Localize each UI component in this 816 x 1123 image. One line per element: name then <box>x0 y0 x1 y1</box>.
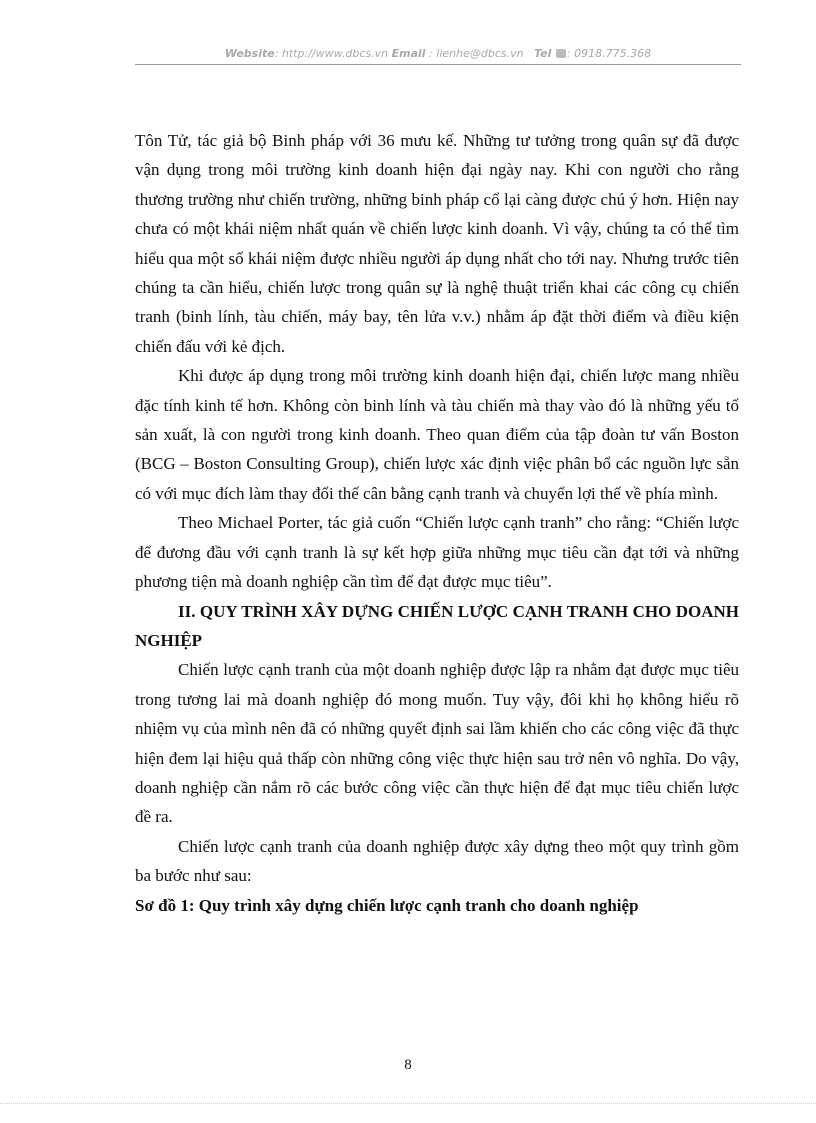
footer-divider <box>0 1103 816 1104</box>
paragraph-1: Tôn Tử, tác giả bộ Binh pháp với 36 mưu kế. Những tư tưởng trong quân sự đã được vận dụng trong môi trường kinh doanh hiện đại ngày nay. Khi con người cho rằng thương trường như chiến trường, những binh pháp cổ lại càng được chú ý hơn. Hiện nay chưa có một khái niệm nhất quán về chiến lược kinh doanh. Vì vậy, chúng ta có thể tìm hiểu qua một số khái niệm được nhiều người áp dụng nhất cho tới nay. Nhưng trước tiên chúng ta cần hiểu, chiến lược trong quân sự là nghệ thuật triển khai các công cụ chiến tranh (binh lính, tàu chiến, máy bay, tên lửa v.v.) nhằm áp đặt thời điểm và điều kiện chiến đấu với kẻ địch. <box>135 131 739 356</box>
header-divider <box>135 64 741 65</box>
paragraph-2: Khi được áp dụng trong môi trường kinh doanh hiện đại, chiến lược mang nhiều đặc tính kinh tế hơn. Không còn binh lính và tàu chiến mà thay vào đó là những yếu tố sản xuất, là con người trong kinh doanh. Theo quan điểm của tập đoàn tư vấn Boston (BCG – Boston Consulting Group), chiến lược xác định việc phân bổ các nguồn lực sẵn có với mục đích làm thay đổi thế cân bằng cạnh tranh và chuyển lợi thế về phía mình. <box>135 366 739 503</box>
page-number: 8 <box>404 1057 412 1073</box>
email-value: : lienhe@dbcs.vn <box>425 47 524 60</box>
page-body <box>135 126 739 920</box>
phone-icon <box>556 49 566 58</box>
website-value: : http://www.dbcs.vn <box>274 47 389 60</box>
section-heading: II. QUY TRÌNH XÂY DỰNG CHIẾN LƯỢC CẠNH TRANH CHO DOANH NGHIỆP <box>135 601 739 650</box>
website-label: Website <box>224 47 275 60</box>
page-header <box>135 46 741 62</box>
email-label: Email <box>391 47 426 60</box>
paragraph-4: Chiến lược cạnh tranh của một doanh nghiệp được lập ra nhằm đạt được mục tiêu trong tương lai mà doanh nghiệp đó mong muốn. Tuy vậy, đôi khi họ không hiểu rõ nhiệm vụ của mình nên đã có những quyết định sai lầm khiến cho các công việc đã thực hiện đem lại hiệu quả thấp còn những công việc thực hiện sau trở nên vô nghĩa. Do vậy, doanh nghiệp cần nắm rõ các bước công việc cần thực hiện để đạt mục tiêu chiến lược đề ra. <box>135 660 739 827</box>
tel-label: Tel <box>534 47 552 60</box>
tel-value: : 0918.775.368 <box>566 47 652 60</box>
paragraph-5: Chiến lược cạnh tranh của doanh nghiệp được xây dựng theo một quy trình gồm ba bước như sau: <box>135 836 739 886</box>
diagram-caption: Sơ đồ 1: Quy trình xây dựng chiến lược cạnh tranh cho doanh nghiệp <box>135 895 639 915</box>
paragraph-3: Theo Michael Porter, tác giả cuốn “Chiến lược cạnh tranh” cho rằng: “Chiến lược để đương đầu với cạnh tranh là sự kết hợp giữa những mục tiêu cần đạt tới và những phương tiện mà doanh nghiệp cần tìm để đạt được mục tiêu”. <box>135 513 739 592</box>
